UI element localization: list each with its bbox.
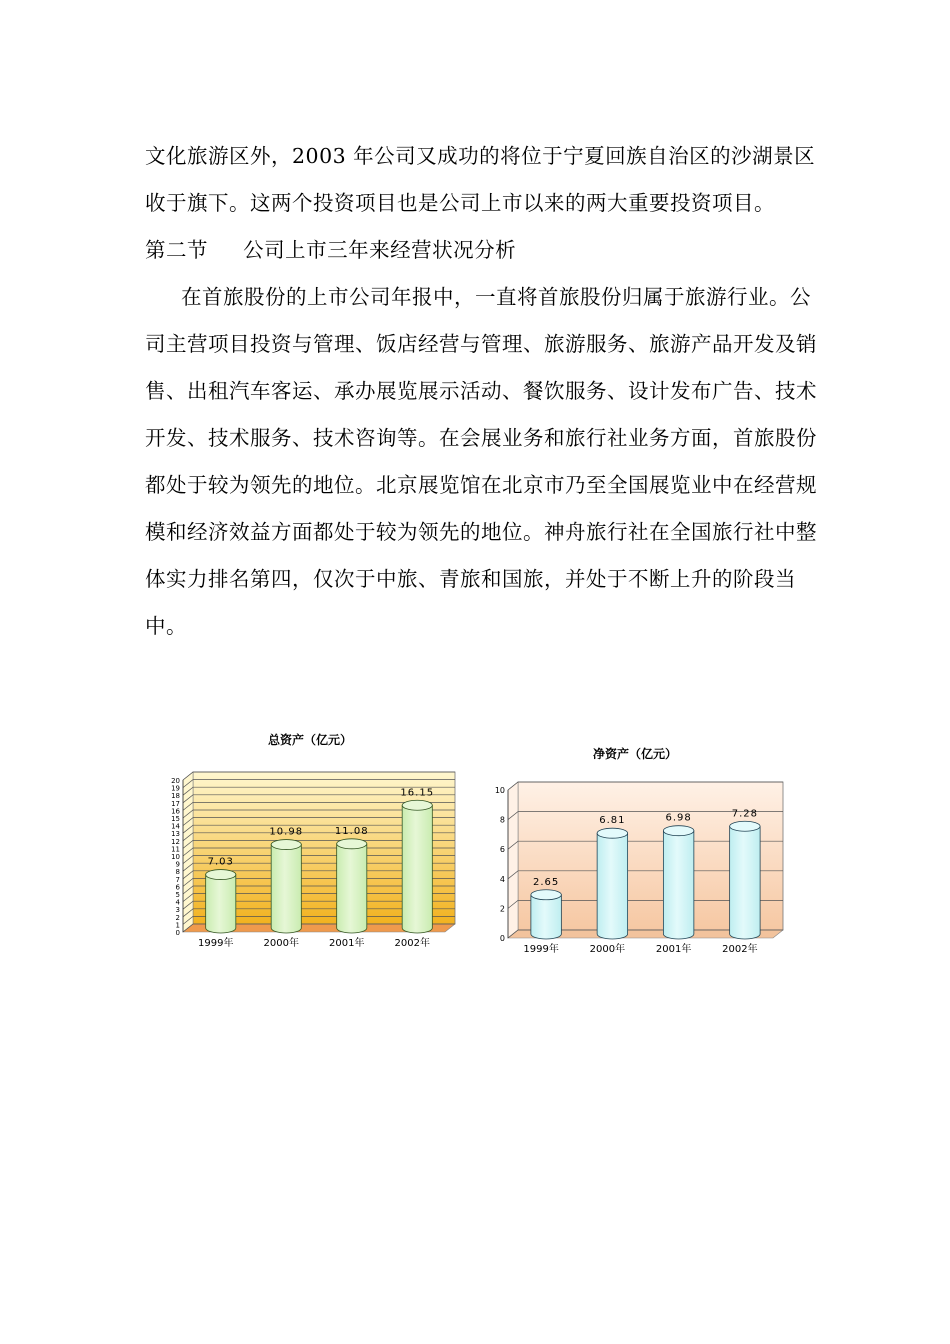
data-label: 7.03	[207, 856, 234, 868]
data-label: 10.98	[269, 826, 304, 838]
bar-top-1999年	[206, 870, 236, 880]
y-tick-label: 8	[499, 815, 505, 825]
y-tick-label: 8	[175, 868, 180, 877]
bar-2002年	[730, 826, 760, 939]
total-assets-chart-svg	[155, 726, 470, 958]
bar-top-2001年	[337, 839, 367, 849]
y-tick-label: 15	[171, 815, 180, 823]
y-tick-label: 10	[171, 853, 180, 861]
bar-2000年	[271, 845, 301, 933]
y-tick-label: 7	[175, 875, 180, 884]
y-tick-label: 13	[171, 830, 180, 839]
y-tick-label: 0	[499, 934, 505, 943]
y-tick-label: 2	[175, 913, 180, 922]
y-tick-label: 3	[175, 906, 180, 915]
y-tick-label: 19	[171, 784, 180, 793]
y-tick-label: 9	[175, 860, 180, 869]
y-tick-label: 14	[171, 822, 180, 831]
bar-top-2000年	[597, 828, 627, 838]
bar-1999年	[531, 895, 561, 939]
y-tick-label: 4	[499, 874, 505, 884]
y-tick-label: 2	[499, 904, 505, 914]
bar-2000年	[597, 833, 627, 939]
x-tick-label: 2000年	[589, 944, 626, 955]
x-tick-label: 2001年	[655, 944, 692, 955]
x-tick-label: 1999年	[198, 938, 234, 949]
y-tick-label: 11	[171, 845, 180, 854]
chart-title: 净资产（亿元）	[592, 747, 678, 761]
document-body	[145, 133, 825, 650]
bar-top-2002年	[402, 800, 432, 810]
bar-2001年	[663, 831, 693, 939]
y-tick-label: 17	[171, 799, 180, 808]
bar-top-2002年	[730, 821, 760, 831]
y-tick-label: 1	[175, 921, 180, 930]
data-label: 2.65	[532, 876, 560, 888]
data-label: 6.98	[665, 812, 692, 824]
x-tick-label: 2002年	[394, 938, 430, 949]
net-assets-chart	[480, 738, 795, 970]
bar-2002年	[402, 805, 432, 933]
y-tick-label: 20	[171, 777, 180, 785]
chart-title: 总资产（亿元）	[267, 733, 353, 747]
y-tick-label: 12	[171, 837, 180, 846]
y-tick-label: 4	[175, 898, 180, 907]
plot-side-wall	[508, 782, 518, 938]
intro-paragraph: 文化旅游区外，2003 年公司又成功的将位于宁夏回族自治区的沙湖景区收于旗下。这两个投资项目也是公司上市以来的两大重要投资项目。	[145, 144, 816, 215]
net-assets-chart-svg	[480, 738, 795, 970]
data-label: 16.15	[400, 787, 435, 799]
data-label: 7.28	[731, 808, 759, 820]
y-tick-label: 5	[175, 891, 180, 899]
total-assets-chart	[155, 726, 470, 958]
bar-top-2000年	[271, 840, 301, 850]
y-tick-label: 0	[175, 929, 180, 937]
section-title: 第二节 公司上市三年来经营状况分析	[145, 238, 517, 262]
data-label: 6.81	[599, 815, 626, 827]
bar-top-2001年	[663, 826, 693, 836]
data-label: 11.08	[334, 825, 369, 837]
x-tick-label: 2002年	[722, 944, 758, 955]
x-tick-label: 2000年	[263, 938, 299, 949]
y-tick-label: 18	[171, 792, 180, 801]
x-tick-label: 1999年	[523, 944, 559, 955]
body-paragraph: 在首旅股份的上市公司年报中，一直将首旅股份归属于旅游行业。公司主营项目投资与管理、饭店经营与管理、旅游服务、旅游产品开发及销售、出租汽车客运、承办展览展示活动、餐饮服务、设计发布广告、技术开发、技术服务、技术咨询等。在会展业务和旅行社业务方面，首旅股份都处于较为领先的地位。北京展览馆在北京市乃至全国展览业中在经营规模和经济效益方面都处于较为领先的地位。神舟旅行社在全国旅行社中整体实力排名第四，仅次于中旅、青旅和国旅，并处于不断上升的阶段当中。	[145, 285, 817, 638]
bar-2001年	[337, 844, 367, 933]
y-tick-label: 10	[494, 786, 505, 795]
y-tick-label: 6	[175, 883, 180, 892]
bar-top-1999年	[531, 890, 561, 900]
bar-1999年	[206, 875, 236, 933]
y-tick-label: 6	[499, 845, 505, 855]
x-tick-label: 2001年	[329, 938, 365, 949]
y-tick-label: 16	[171, 807, 180, 816]
